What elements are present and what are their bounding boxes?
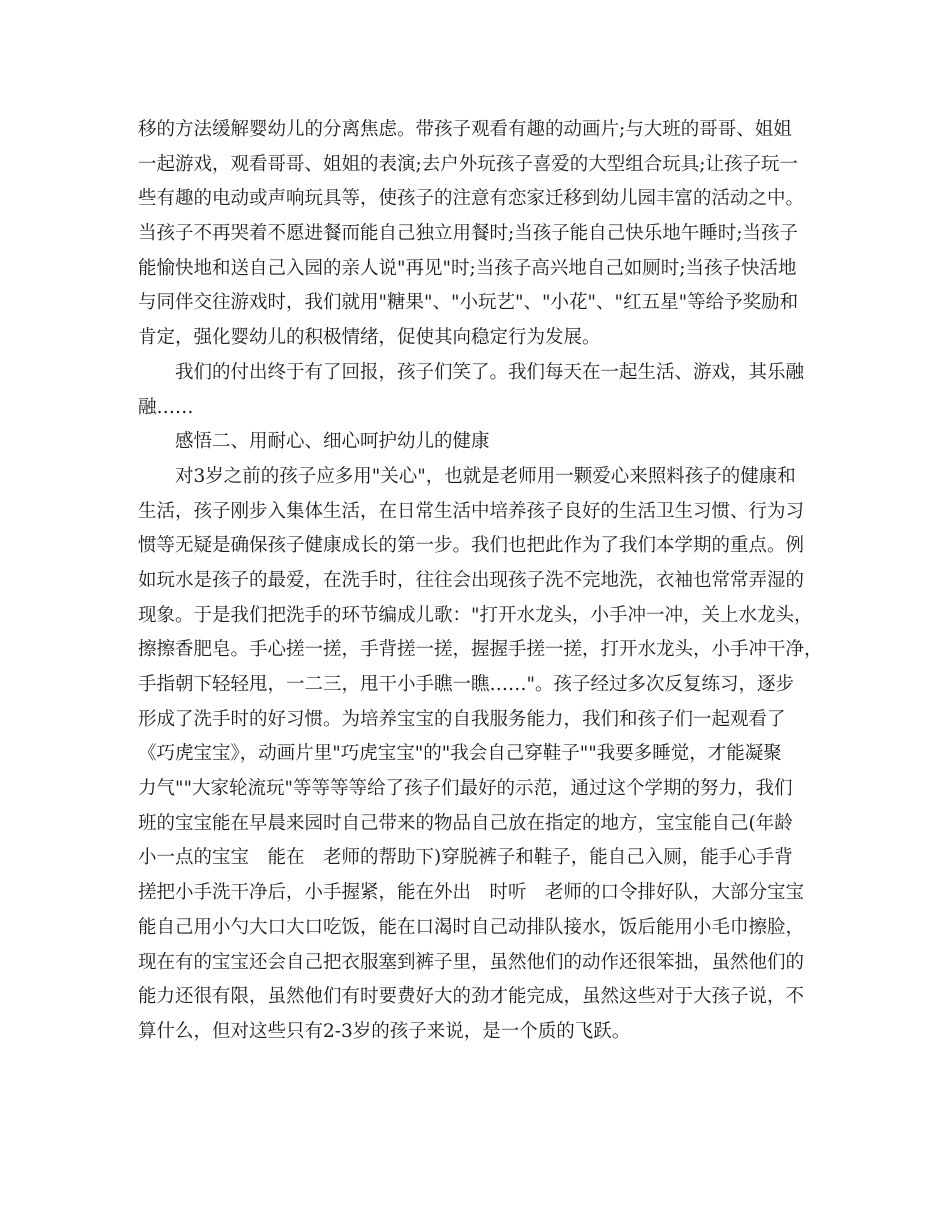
body-text [138, 113, 828, 1050]
text-line: 些有趣的电动或声响玩具等，使孩子的注意有恋家迁移到幼儿园丰富的活动之中。 [138, 188, 805, 210]
text-line: 能愉快地和送自己入园的亲人说"再见"时;当孩子高兴地自己如厕时;当孩子快活地 [138, 257, 797, 279]
text-line: 擦擦香肥皂。手心搓一搓，手背搓一搓，握握手搓一搓，打开水龙头，小手冲干净， [138, 639, 823, 661]
text-line: 手指朝下轻轻甩，一二三，甩干小手瞧一瞧……"。孩子经过多次反复练习，逐步 [138, 674, 795, 695]
text-line: 如玩水是孩子的最爱，在洗手时，往往会出现孩子洗不完地洗，衣袖也常常弄湿的 [138, 569, 805, 591]
text-line: 能自己用小勺大口大口吃饭，能在口渴时自己动排队接水，饭后能用小毛巾擦脸， [138, 916, 805, 938]
text-line: 现象。于是我们把洗手的环节编成儿歌："打开水龙头，小手冲一冲，关上水龙头， [138, 604, 813, 626]
text-line: 对3岁之前的孩子应多用"关心"，也就是老师用一颗爱心来照料孩子的健康和 [138, 465, 796, 487]
text-line: 一起游戏，观看哥哥、姐姐的表演;去户外玩孩子喜爱的大型组合玩具;让孩子玩一 [138, 153, 798, 175]
text-line: 《巧虎宝宝》，动画片里"巧虎宝宝"的"我会自己穿鞋子""我要多睡觉，才能凝聚 [138, 743, 782, 765]
text-line: 与同伴交往游戏时，我们就用"糖果"、"小玩艺"、"小花"、"红五星"等给予奖励和 [138, 292, 799, 314]
text-line: 生活，孩子刚步入集体生活，在日常生活中培养孩子良好的生活卫生习惯、行为习 [138, 500, 805, 522]
text-line: 算什么，但对这些只有2-3岁的孩子来说，是一个质的飞跃。 [138, 1020, 631, 1042]
text-line: 移的方法缓解婴幼儿的分离焦虑。带孩子观看有趣的动画片;与大班的哥哥、姐姐 [138, 119, 792, 140]
text-line: 当孩子不再哭着不愿进餐而能自己独立用餐时;当孩子能自己快乐地午睡时;当孩子 [138, 223, 798, 245]
section-heading: 感悟二、用耐心、细心呵护幼儿的健康 [138, 431, 490, 453]
text-line: 现在有的宝宝还会自己把衣服塞到裤子里，虽然他们的动作还很笨拙，虽然他们的 [138, 951, 805, 973]
text-line: 搓把小手洗干净后，小手握紧，能在外出 时听 老师的口令排好队，大部分宝宝 [138, 882, 805, 904]
text-line: 我们的付出终于有了回报，孩子们笑了。我们每天在一起生活、游戏，其乐融 [138, 361, 805, 383]
text-line: 融…… [138, 396, 194, 418]
text-line: 惯等无疑是确保孩子健康成长的第一步。我们也把此作为了我们本学期的重点。例 [138, 535, 805, 557]
text-line: 小一点的宝宝 能在 老师的帮助下)穿脱裤子和鞋子，能自己入厕，能手心手背 [138, 847, 793, 869]
text-line: 班的宝宝能在早晨来园时自己带来的物品自己放在指定的地方，宝宝能自己(年龄 [138, 812, 793, 834]
text-line: 肯定，强化婴幼儿的积极情绪，促使其向稳定行为发展。 [138, 327, 601, 349]
text-line: 形成了洗手时的好习惯。为培养宝宝的自我服务能力，我们和孩子们一起观看了 [138, 708, 786, 730]
text-line: 能力还很有限，虽然他们有时要费好大的劲才能完成，虽然这些对于大孩子说，不 [138, 986, 805, 1008]
text-line: 力气""大家轮流玩"等等等等给了孩子们最好的示范，通过这个学期的努力，我们 [138, 778, 793, 800]
